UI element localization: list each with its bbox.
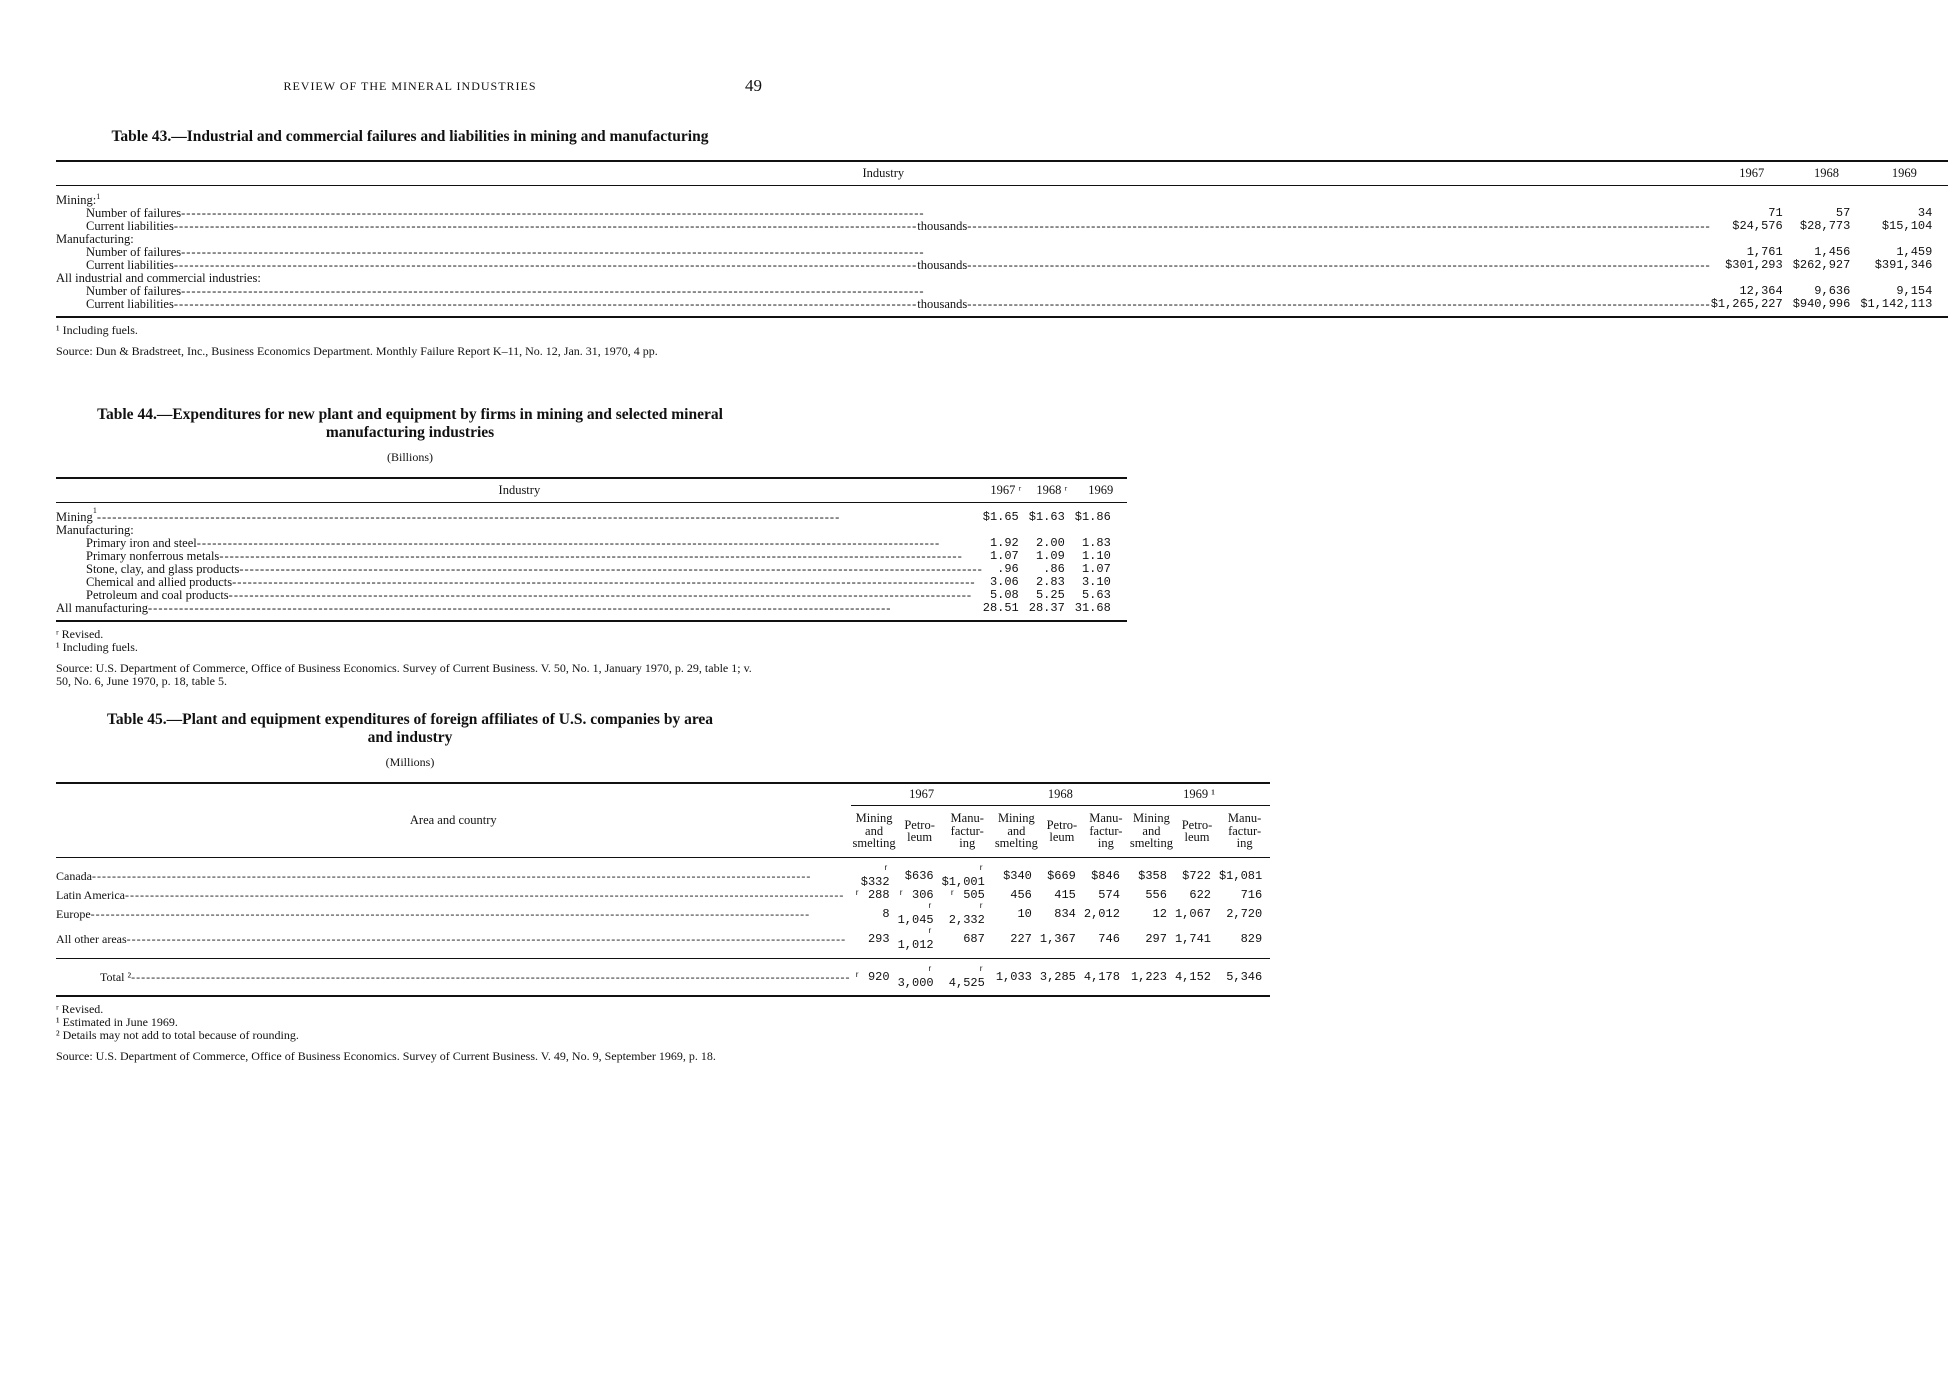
table-43-source: Source: Dun & Bradstreet, Inc., Business Economics Department. Monthly Failure Report K–11, No. 12, Jan. 31, 1970, 4 pp. <box>56 343 658 358</box>
value-cell: ʳ 1,012 <box>897 925 934 952</box>
col-header: 1969 <box>1088 483 1114 497</box>
footnote: ¹ Including fuels. <box>56 322 138 337</box>
value-cell: 297 <box>1145 931 1167 946</box>
row-label-cell <box>56 272 1711 285</box>
value-cell <box>1711 185 1793 207</box>
table-45-body <box>56 857 1270 996</box>
row-label-cell <box>56 246 1711 259</box>
value-cell: 3.06 <box>989 575 1019 590</box>
subcolumn-header: Mining and smelting <box>994 811 1038 851</box>
value-cell <box>1860 272 1948 285</box>
table-row <box>56 902 1270 927</box>
table-44-title: Table 44.—Expenditures for new plant and equipment by firms in mining and selected mineral manufacturing industries <box>97 406 723 441</box>
value-cell: 57 <box>1835 206 1851 221</box>
table-row <box>56 602 1127 621</box>
row-label: Chemical and allied products <box>86 575 233 590</box>
row-label: Primary nonferrous metals <box>86 549 220 564</box>
table-row <box>56 563 1127 576</box>
table-row <box>56 272 1948 285</box>
col-header: 1968 ʳ <box>1036 483 1068 497</box>
value-cell: $722 <box>1182 868 1211 883</box>
page-number: 49 <box>745 76 762 95</box>
value-cell <box>1793 185 1861 207</box>
row-label-cell <box>56 207 1711 220</box>
value-cell: 415 <box>1054 887 1076 902</box>
row-label: Manufacturing: <box>56 523 134 538</box>
value-cell: 456 <box>1010 887 1032 902</box>
col-header: 1967 ʳ <box>990 483 1022 497</box>
value-cell: 1.07 <box>1081 562 1111 577</box>
table-45-source: Source: U.S. Department of Commerce, Office of Business Economics. Survey of Current Business. V. 49, No. 9, September 1969, p. 18. <box>56 1048 716 1063</box>
row-label: Number of failures <box>86 284 182 299</box>
value-cell: $24,576 <box>1732 219 1783 234</box>
subcolumn-header: Petro- leum <box>1046 817 1078 844</box>
table-43-grid <box>56 160 1948 318</box>
table-43-footnotes <box>56 324 764 337</box>
row-label: Mining: <box>56 193 97 207</box>
value-cell: ʳ 920 <box>853 969 890 984</box>
value-cell: .96 <box>997 562 1019 577</box>
value-cell: $669 <box>1047 868 1076 883</box>
row-label-cell <box>56 550 983 563</box>
unit-label: thousands <box>917 297 968 311</box>
value-cell: 1,456 <box>1814 245 1851 260</box>
row-label-cell <box>56 524 983 537</box>
value-cell: 1.83 <box>1081 536 1111 551</box>
value-cell: $636 <box>904 868 934 883</box>
subcolumn-header: Manu- factur- ing <box>1089 811 1123 851</box>
value-cell: 10 <box>1017 906 1032 921</box>
value-cell: 687 <box>963 931 985 946</box>
value-cell: $1,265,227 <box>1710 297 1783 311</box>
value-cell: 829 <box>1240 931 1263 946</box>
value-cell: 12,364 <box>1739 284 1783 299</box>
value-cell: 28.37 <box>1028 601 1065 615</box>
subcolumn-header: Manu- factur- ing <box>1227 811 1262 851</box>
table-45-unit: (Millions) <box>385 755 435 769</box>
table-row <box>56 857 1270 889</box>
table-44-body <box>56 502 1127 621</box>
value-cell: 834 <box>1054 906 1076 921</box>
value-cell: 5.63 <box>1081 588 1111 603</box>
value-cell: 4,178 <box>1083 969 1120 984</box>
table-row <box>56 502 1127 524</box>
row-label-cell <box>56 537 983 550</box>
value-cell: $1,142,113 <box>1860 297 1933 311</box>
subcolumn-header: Manu- factur- ing <box>950 811 984 851</box>
unit-label: thousands <box>917 219 968 234</box>
table-45-footnotes <box>56 1003 764 1042</box>
value-cell: $1.63 <box>1028 510 1065 524</box>
row-label-cell <box>56 927 851 959</box>
value-cell: 1,367 <box>1039 931 1076 946</box>
total-row <box>56 958 1270 996</box>
value-cell <box>1711 272 1793 285</box>
row-label: Number of failures <box>86 206 182 221</box>
row-label-cell <box>56 563 983 576</box>
row-label: All manufacturing <box>56 601 148 615</box>
table-row <box>56 207 1948 220</box>
table-45 <box>56 711 1263 1063</box>
stub-header: Area and country <box>56 783 851 857</box>
value-cell: ʳ 288 <box>853 887 890 902</box>
table-row <box>56 889 1270 902</box>
value-cell: 227 <box>1010 931 1032 946</box>
table-45-grid <box>56 782 1270 997</box>
row-label: Stone, clay, and glass products <box>86 562 240 577</box>
table-row <box>56 233 1948 246</box>
value-cell <box>983 524 1029 537</box>
table-44-source: Source: U.S. Department of Commerce, Office of Business Economics. Survey of Current Business. V. 50, No. 1, January 1970, p. 29, table 1; v. 50, No. 6, June 1970, p. 18, table 5. <box>56 660 752 688</box>
value-cell: $15,104 <box>1881 219 1933 234</box>
value-cell: 1,459 <box>1896 245 1933 260</box>
row-label-cell <box>56 233 1711 246</box>
table-43-body <box>56 185 1948 317</box>
page-header <box>56 76 764 96</box>
value-cell: 2,720 <box>1226 906 1263 921</box>
value-cell: ʳ 2,332 <box>948 900 985 927</box>
table-row <box>56 550 1127 563</box>
table-row <box>56 246 1948 259</box>
value-cell: 1,067 <box>1174 906 1211 921</box>
value-cell: 4,152 <box>1174 969 1211 984</box>
table-43-title: Table 43.—Industrial and commercial failures and liabilities in mining and manufacturing <box>111 128 709 145</box>
value-cell: $391,346 <box>1874 258 1933 273</box>
table-row <box>56 259 1948 272</box>
footnote-ref: 1 <box>96 191 101 201</box>
value-cell: $940,996 <box>1792 297 1851 311</box>
value-cell: 574 <box>1098 887 1120 902</box>
subcolumn-header: Mining and smelting <box>1129 811 1173 851</box>
value-cell: 9,636 <box>1814 284 1851 299</box>
value-cell: 716 <box>1240 887 1263 902</box>
value-cell: ʳ 3,000 <box>897 963 934 990</box>
footnote-ref: 1 <box>92 506 97 515</box>
value-cell: 1.07 <box>989 549 1019 564</box>
footnote: ¹ Estimated in June 1969. <box>56 1014 178 1029</box>
value-cell: 293 <box>867 931 890 946</box>
value-cell: 5.25 <box>1035 588 1065 603</box>
table-row <box>56 576 1127 589</box>
value-cell: 556 <box>1145 887 1167 902</box>
row-label-cell <box>56 857 851 889</box>
table-row <box>56 185 1948 207</box>
row-label-cell <box>56 259 1711 272</box>
row-label: Europe <box>56 906 91 921</box>
table-row <box>56 524 1127 537</box>
value-cell: 1,741 <box>1174 931 1211 946</box>
table-44-unit: (Billions) <box>386 450 433 464</box>
row-label: Number of failures <box>86 245 182 260</box>
value-cell: $28,773 <box>1799 219 1851 234</box>
value-cell: $262,927 <box>1792 258 1851 273</box>
row-label: All industrial and commercial industries: <box>56 271 261 286</box>
value-cell: 3.10 <box>1081 575 1111 590</box>
value-cell <box>1075 524 1127 537</box>
row-label: Canada <box>56 868 92 883</box>
row-label-cell <box>56 220 1711 233</box>
subcolumn-header: Petro- leum <box>1181 817 1213 844</box>
col-header: 1968 <box>1814 166 1839 180</box>
value-cell: 3,285 <box>1039 969 1076 984</box>
col-header: Industry <box>498 483 541 497</box>
value-cell: $340 <box>1003 868 1032 883</box>
row-label: All other areas <box>56 931 127 946</box>
footnote: ʳ Revised. <box>56 1001 104 1016</box>
row-label-cell <box>56 185 1711 207</box>
col-header: Industry <box>862 166 905 180</box>
footnote: ² Details may not add to total because of rounding. <box>56 1027 299 1042</box>
value-cell: 622 <box>1189 887 1211 902</box>
unit-label: thousands <box>917 258 968 273</box>
footnote: ¹ Including fuels. <box>56 639 138 654</box>
subcolumn-header: Mining and smelting <box>852 811 896 851</box>
value-cell: 5,346 <box>1226 969 1263 984</box>
value-cell: 9,154 <box>1896 284 1933 299</box>
row-label: Latin America <box>56 887 125 902</box>
value-cell: 31.68 <box>1074 601 1111 615</box>
value-cell: 2.83 <box>1035 575 1065 590</box>
value-cell: 12 <box>1152 906 1167 921</box>
value-cell: $1.65 <box>982 510 1019 524</box>
row-label: Current liabilities <box>86 219 174 234</box>
table-45-title: Table 45.—Plant and equipment expenditures of foreign affiliates of U.S. companies by area and industry <box>106 711 714 746</box>
row-label-cell <box>56 576 983 589</box>
table-row <box>56 537 1127 550</box>
footnote: ʳ Revised. <box>56 626 104 641</box>
row-label: Mining <box>56 510 93 524</box>
row-label-cell <box>56 602 983 621</box>
value-cell: 2.00 <box>1035 536 1065 551</box>
value-cell: 1.92 <box>989 536 1019 551</box>
value-cell <box>1029 524 1075 537</box>
value-cell: $1,081 <box>1218 868 1263 883</box>
row-label-cell <box>56 889 851 902</box>
table-row <box>56 220 1948 233</box>
row-label: Manufacturing: <box>56 232 134 247</box>
col-header: 1969 <box>1891 166 1917 180</box>
value-cell: $358 <box>1138 868 1167 883</box>
value-cell: 1,033 <box>995 969 1032 984</box>
value-cell <box>1711 233 1793 246</box>
year-header: 1967 <box>851 783 993 805</box>
subcolumn-header: Petro- leum <box>904 817 935 844</box>
value-cell: $846 <box>1091 868 1120 883</box>
col-header: 1967 <box>1739 166 1765 180</box>
value-cell: .86 <box>1043 562 1065 577</box>
value-cell <box>1793 233 1861 246</box>
table-44-grid <box>56 477 1127 622</box>
value-cell: 1.10 <box>1081 549 1111 564</box>
value-cell: ʳ $1,001 <box>941 862 985 889</box>
value-cell: ʳ 505 <box>948 887 985 902</box>
value-cell: 1,761 <box>1746 245 1783 260</box>
year-header: 1968 <box>993 783 1128 805</box>
row-label: Current liabilities <box>86 297 174 311</box>
value-cell: 746 <box>1098 931 1120 946</box>
table-44 <box>56 406 1114 688</box>
value-cell: 8 <box>882 906 890 921</box>
row-label: Primary iron and steel <box>86 536 197 551</box>
table-44-footnotes <box>56 628 764 654</box>
value-cell <box>1860 185 1948 207</box>
table-43 <box>56 128 1933 358</box>
value-cell: ʳ $332 <box>860 862 890 889</box>
row-label-cell <box>56 958 851 996</box>
value-cell <box>1860 233 1948 246</box>
value-cell: 2,012 <box>1083 906 1120 921</box>
value-cell: 71 <box>1768 206 1783 221</box>
row-label: Petroleum and coal products <box>86 588 229 603</box>
value-cell: $301,293 <box>1725 258 1783 273</box>
value-cell: ʳ 4,525 <box>948 963 985 990</box>
table-row <box>56 298 1948 317</box>
value-cell <box>1793 272 1861 285</box>
running-head: REVIEW OF THE MINERAL INDUSTRIES <box>283 79 537 93</box>
value-cell: ʳ 306 <box>897 887 934 902</box>
value-cell: 1.09 <box>1035 549 1065 564</box>
row-label: Current liabilities <box>86 258 174 273</box>
year-header: 1969 ¹ <box>1128 783 1270 805</box>
value-cell: ʳ 1,045 <box>897 900 934 927</box>
row-label-cell <box>56 902 851 927</box>
value-cell: $1.86 <box>1074 510 1111 524</box>
table-row <box>56 927 1270 959</box>
row-label: Total ² <box>100 969 132 984</box>
value-cell: 1,223 <box>1130 969 1167 984</box>
value-cell: 28.51 <box>982 601 1019 615</box>
value-cell: 34 <box>1917 206 1933 221</box>
row-label-cell <box>56 298 1711 317</box>
value-cell: 5.08 <box>989 588 1019 603</box>
row-label-cell <box>56 502 983 524</box>
